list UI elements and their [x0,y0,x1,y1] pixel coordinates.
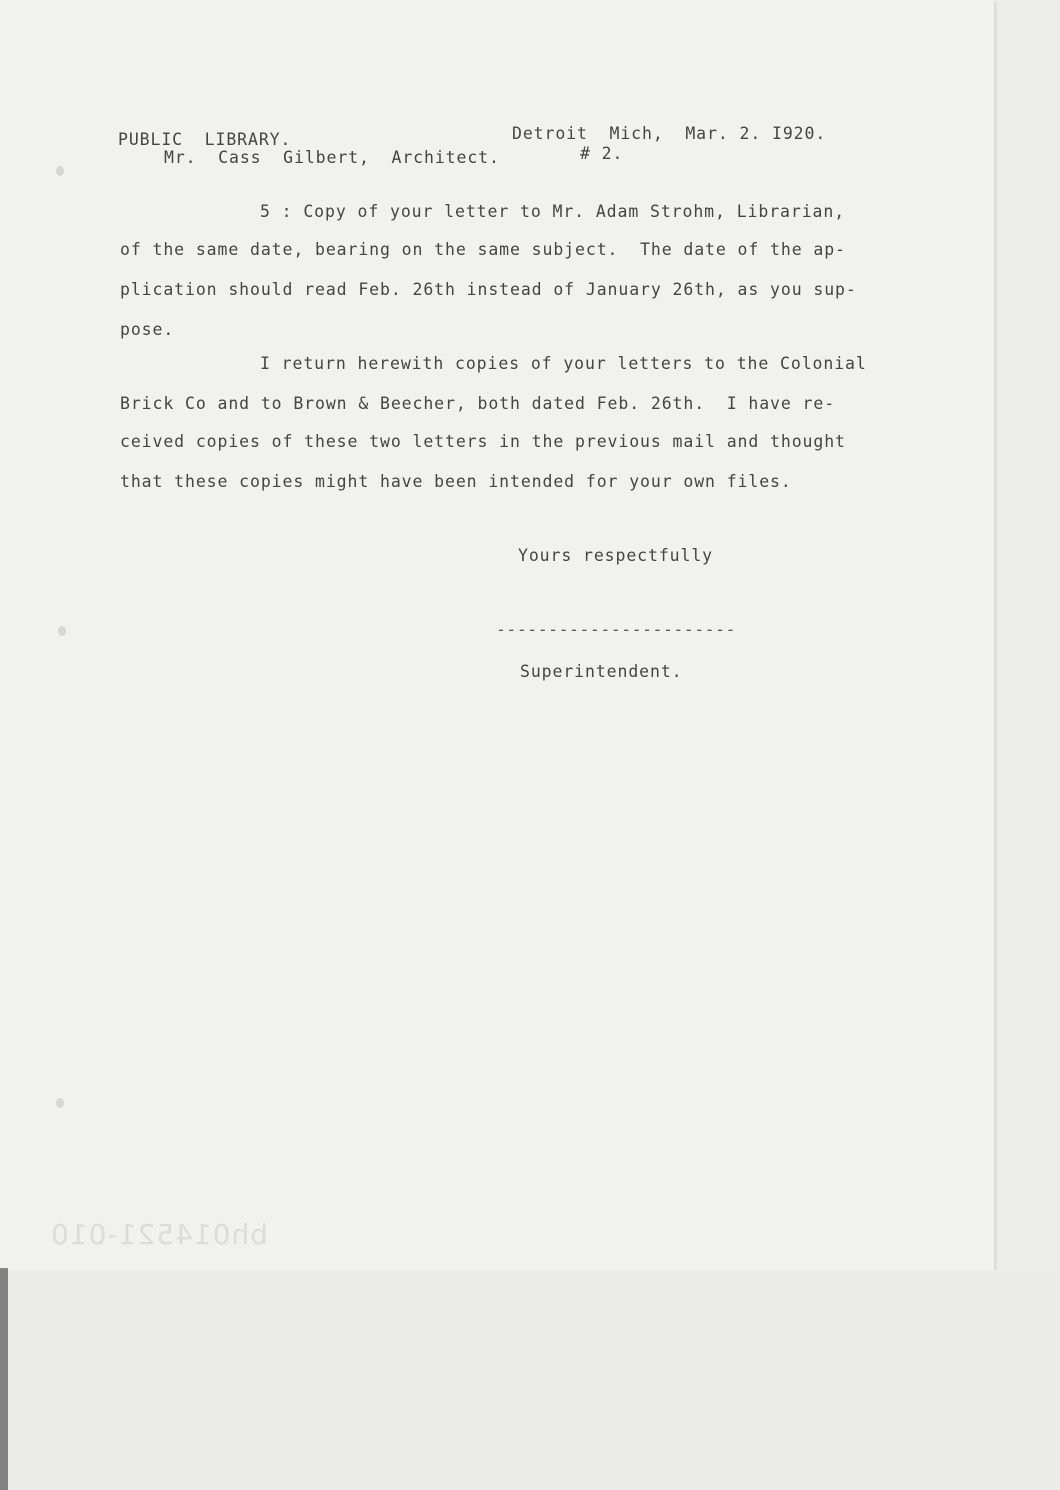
punch-hole-middle [58,626,66,636]
header-page-number: # 2. [580,144,624,163]
body-line: I return herewith copies of your letters to the Colonial [260,354,867,373]
page-edge-shadow [0,1268,8,1490]
header-recipient: Mr. Cass Gilbert, Architect. [164,148,500,167]
punch-hole-bottom [56,1098,64,1108]
body-line: plication should read Feb. 26th instead of January 26th, as you sup- [120,280,857,299]
body-line: of the same date, bearing on the same subject. The date of the ap- [120,240,846,259]
body-line: pose. [120,320,175,339]
closing-salutation: Yours respectfully [518,546,714,565]
body-line: that these copies might have been intended for your own files. [120,472,792,491]
body-line: ceived copies of these two letters in the previous mail and thought [120,432,846,451]
body-line: Brick Co and to Brown & Beecher, both dated Feb. 26th. I have re- [120,394,836,413]
signature-line: ----------------------- [496,620,736,639]
body-line: 5 : Copy of your letter to Mr. Adam Strohm, Librarian, [260,202,846,221]
backing-sheet [0,1270,1060,1490]
punch-hole-top [56,166,64,176]
header-place-date: Detroit Mich, Mar. 2. I920. [512,124,827,143]
header-institution: PUBLIC LIBRARY. [118,130,292,149]
archive-mark-bleedthrough: bh014521-010 [50,1218,268,1251]
closing-title: Superintendent. [520,662,683,681]
